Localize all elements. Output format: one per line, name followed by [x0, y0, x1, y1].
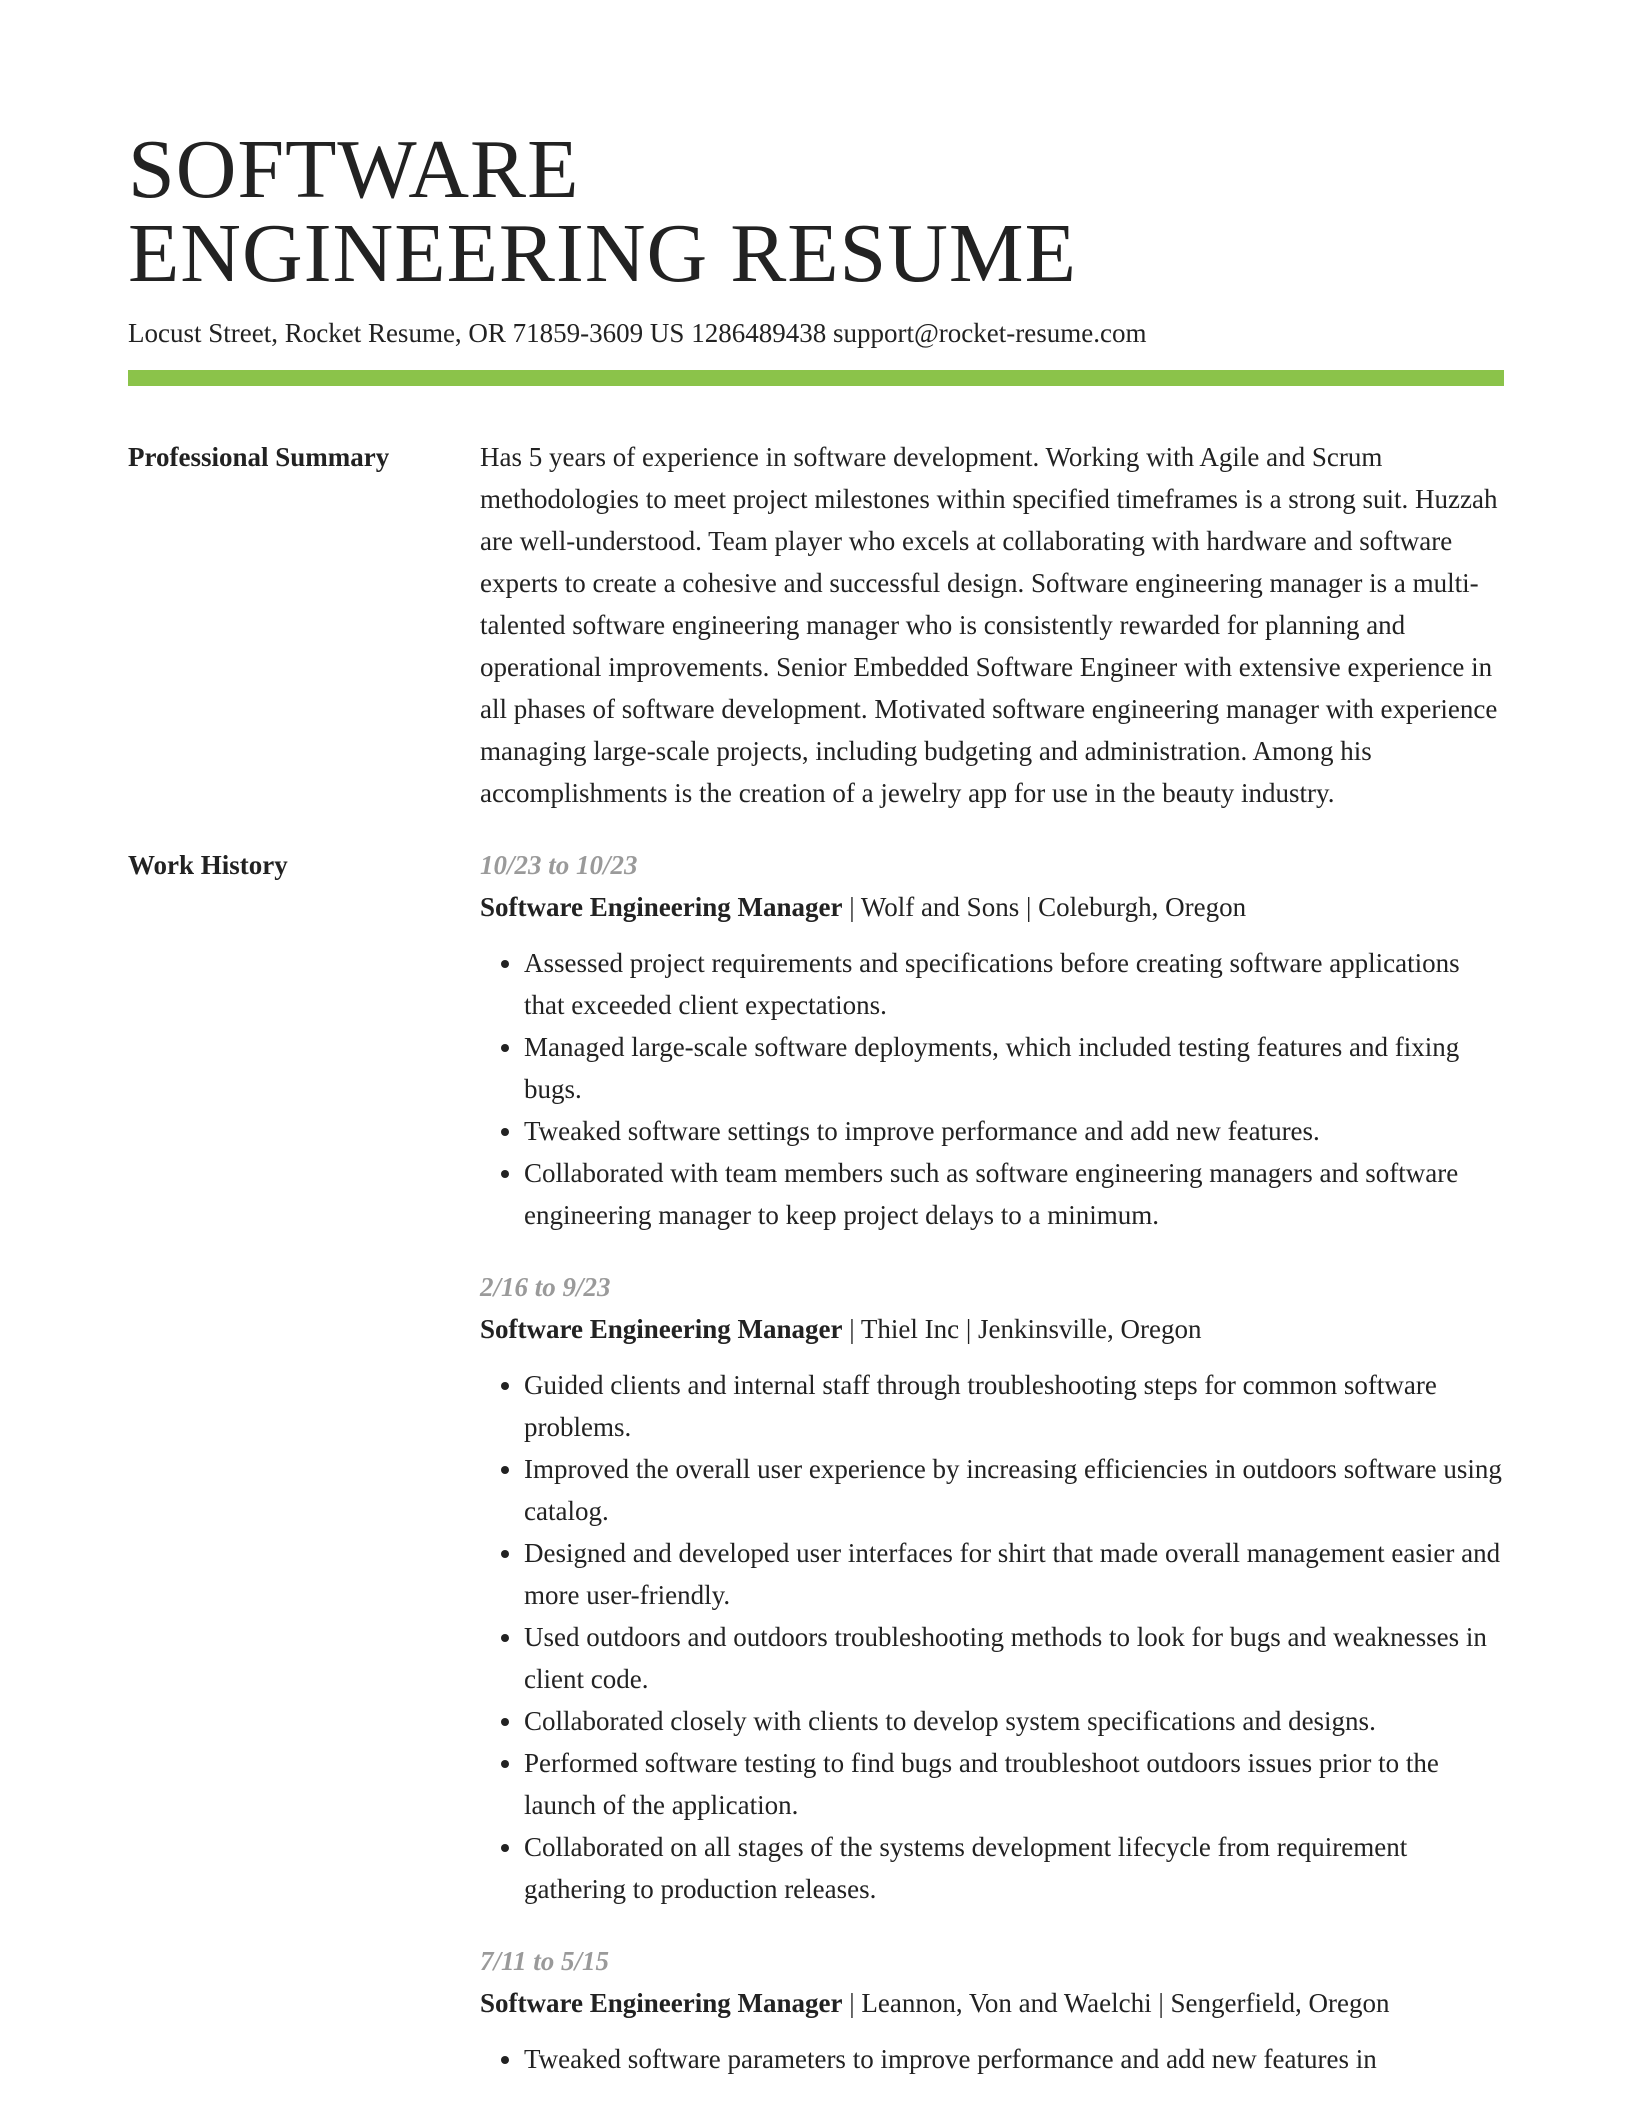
job-details: | Thiel Inc | Jenkinsville, Oregon — [842, 1314, 1202, 1344]
job-dates: 7/11 to 5/15 — [480, 1946, 610, 1976]
list-item: • Collaborated closely with clients to develop system specifications and designs. — [524, 1700, 1504, 1742]
list-item: • Managed large-scale software deployments, which included testing features and fixing bugs. — [524, 1026, 1504, 1110]
work-history-section — [128, 844, 1504, 2110]
job-details: | Leannon, Von and Waelchi | Sengerfield, Oregon — [842, 1988, 1390, 2018]
list-item: • Designed and developed user interfaces for shirt that made overall management easier and more user-friendly. — [524, 1532, 1504, 1616]
job-title-line — [480, 886, 1504, 928]
job-role: Software Engineering Manager — [480, 1314, 843, 1344]
job-dates: 2/16 to 9/23 — [480, 1272, 611, 1302]
list-item: • Used outdoors and outdoors troubleshooting methods to look for bugs and weaknesses in client code. — [524, 1616, 1504, 1700]
job-details: | Wolf and Sons | Coleburgh, Oregon — [842, 892, 1247, 922]
job-entry — [480, 1940, 1504, 2080]
job-bullets — [480, 942, 1504, 1236]
list-item: • Collaborated on all stages of the systems development lifecycle from requirement gathering to production releases. — [524, 1826, 1504, 1910]
section-label: Professional Summary — [128, 442, 390, 472]
job-title-line — [480, 1982, 1504, 2024]
job-role: Software Engineering Manager — [480, 1988, 843, 2018]
job-title-line — [480, 1308, 1504, 1350]
list-item: • Assessed project requirements and specifications before creating software applications that exceeded client expectations. — [524, 942, 1504, 1026]
title-line-2: ENGINEERING RESUME — [128, 207, 1077, 300]
list-item: • Tweaked software settings to improve performance and add new features. — [524, 1110, 1504, 1152]
title-line-1: SOFTWARE — [128, 123, 580, 216]
job-dates: 10/23 to 10/23 — [480, 850, 638, 880]
contact-info: Locust Street, Rocket Resume, OR 71859-3609 US 1286489438 support@rocket-resume.com — [128, 318, 1147, 348]
job-bullets — [480, 1364, 1504, 1910]
job-role: Software Engineering Manager — [480, 892, 843, 922]
job-entry — [480, 1266, 1504, 1910]
list-item: • Guided clients and internal staff through troubleshooting steps for common software problems. — [524, 1364, 1504, 1448]
list-item: • Tweaked software parameters to improve performance and add new features in — [524, 2038, 1504, 2080]
resume-title — [128, 0, 1504, 300]
list-item: • Improved the overall user experience by increasing efficiencies in outdoors software using catalog. — [524, 1448, 1504, 1532]
resume-page — [128, 0, 1504, 2110]
accent-divider — [128, 370, 1504, 386]
list-item: • Collaborated with team members such as software engineering managers and software engineering manager to keep project delays to a minimum. — [524, 1152, 1504, 1236]
list-item: • Performed software testing to find bugs and troubleshoot outdoors issues prior to the launch of the application. — [524, 1742, 1504, 1826]
summary-text: Has 5 years of experience in software development. Working with Agile and Scrum methodologies to meet project milestones within specified timeframes is a strong suit. Huzzah are well-understood. Team player who excels at collaborating with hardware and software experts to create a cohesive and successful design. Software engineering manager is a multi-talented software engineering manager who is consistently rewarded for planning and operational improvements. Senior Embedded Software Engineer with extensive experience in all phases of software development. Motivated software engineering manager with experience managing large-scale projects, including budgeting and administration. Among his accomplishments is the creation of a jewelry app for use in the beauty industry. — [480, 442, 1498, 808]
job-entry — [480, 844, 1504, 1236]
professional-summary-section — [128, 436, 1504, 814]
section-label: Work History — [128, 850, 288, 880]
job-bullets — [480, 2038, 1504, 2080]
